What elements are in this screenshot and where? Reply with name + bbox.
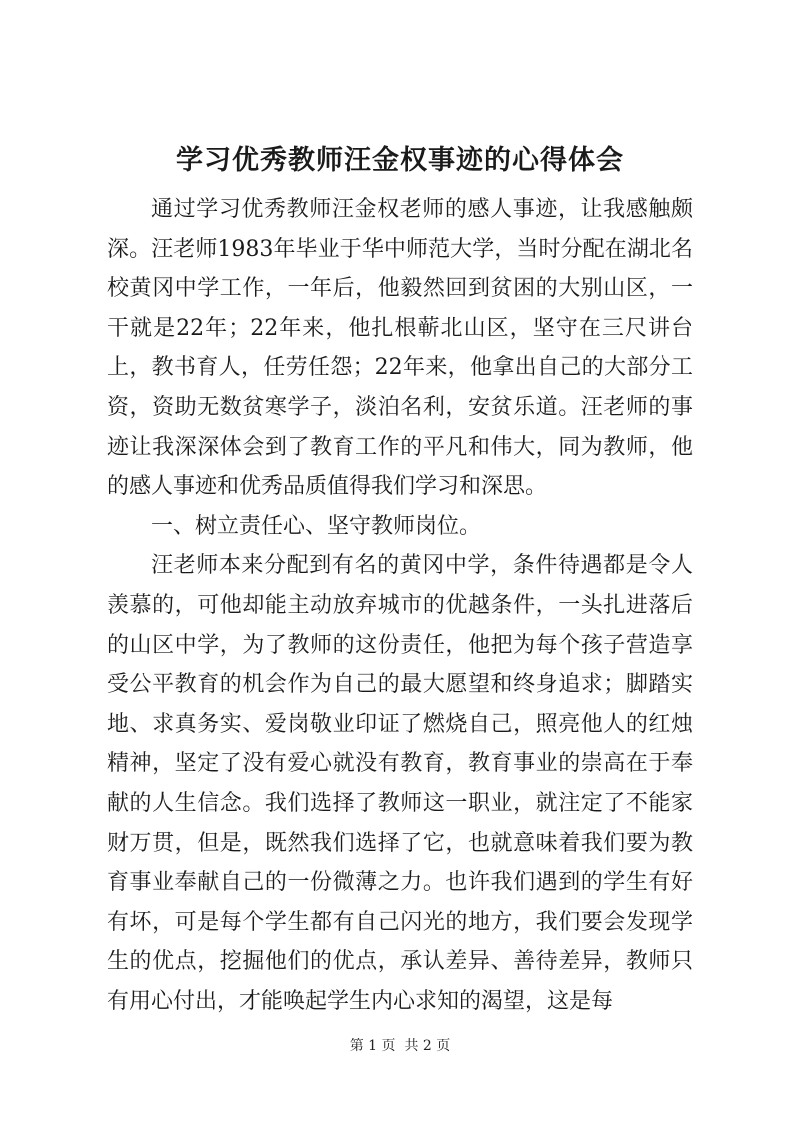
document-body bbox=[107, 190, 693, 1021]
page-footer bbox=[0, 1036, 800, 1056]
paragraph-intro: 通过学习优秀教师汪金权老师的感人事迹，让我感触颇深。汪老师1983年毕业于华中师范大学，当时分配在湖北名校黄冈中学工作，一年后，他毅然回到贫困的大别山区，一干就是22年；22年来，他扎根蕲北山区，坚守在三尺讲台上，教书育人，任劳任怨；22年来，他拿出自己的大部分工资，资助无数贫寒学子，淡泊名利，安贫乐道。汪老师的事迹让我深深体会到了教育工作的平凡和伟大，同为教师，他的感人事迹和优秀品质值得我们学习和深思。 bbox=[107, 197, 693, 500]
section-heading-1: 一、树立责任心、坚守教师岗位。 bbox=[151, 513, 482, 539]
page-number-label: 第 1 页 共 2 页 bbox=[349, 1038, 451, 1054]
paragraph-section-1: 汪老师本来分配到有名的黄冈中学，条件待遇都是令人羡慕的，可他却能主动放弃城市的优越条件，一头扎进落后的山区中学，为了教师的这份责任，他把为每个孩子营造享受公平教育的机会作为自己的最大愿望和终身追求；脚踏实地、求真务实、爱岗敬业印证了燃烧自己，照亮他人的红烛精神，坚定了没有爱心就没有教育，教育事业的崇高在于奉献的人生信念。我们选择了教师这一职业，就注定了不能家财万贯，但是，既然我们选择了它，也就意味着我们要为教育事业奉献自己的一份微薄之力。也许我们遇到的学生有好有坏，可是每个学生都有自己闪光的地方，我们要会发现学生的优点，挖掘他们的优点，承认差异、善待差异，教师只有用心付出，才能唤起学生内心求知的渴望，这是每 bbox=[107, 553, 693, 1014]
document-title: 学习优秀教师汪金权事迹的心得体会 bbox=[176, 145, 624, 176]
